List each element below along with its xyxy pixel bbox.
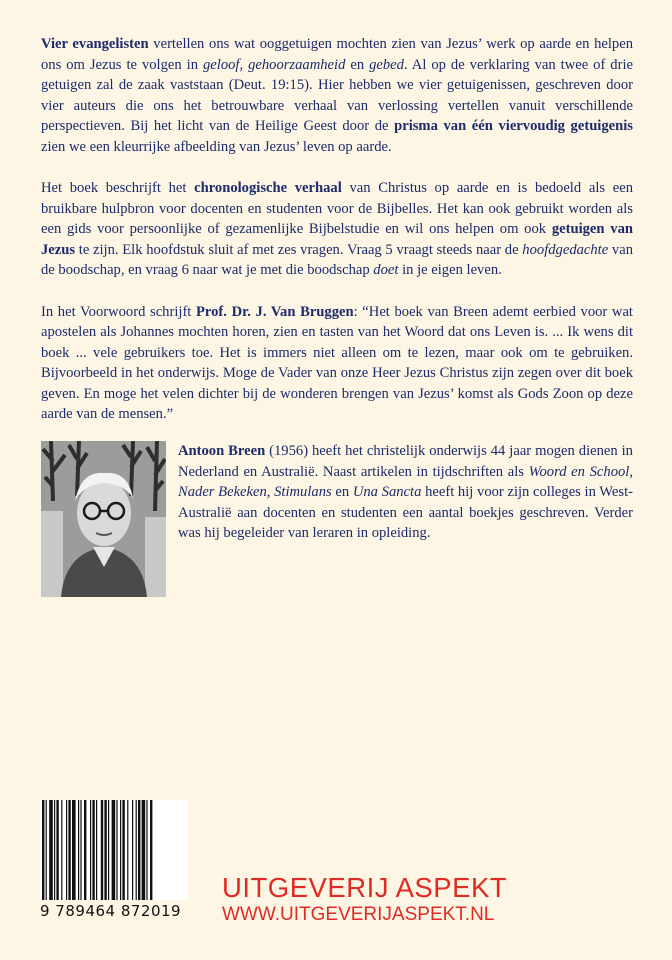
intro-paragraph: Vier evangelisten vertellen ons wat ooggetuigen mochten zien van Jezus’ werk op aarde en helpen ons om Jezus te volgen in geloof, gehoorzaamheid en gebed. Al op de verklaring van twee of drie getuigen zal de zaak vaststaan (Deut. 19:15). Hier hebben we vier getuigenissen, geschreven door vier auteurs die ons het betrouwbare verhaal van verlossing vertellen vanuit verschillende perspectieven. Bij het licht van de Heilige Geest door de prisma van één viervoudig getuigenis zien we een kleurrijke afbeelding van Jezus’ leven op aarde. (41, 36, 634, 155)
author-bio-text: Antoon Breen (1956) heeft het christelijk onderwijs 44 jaar mogen dienen in Nederland en Australië. Naast artikelen in tijdschriften als Woord en School, Nader Bekeken, Stimulans en Una Sancta heeft hij voor zijn colleges in West-Australië aan docenten en studenten een aantal boekjes geschreven. Verder was hij begeleider van leraren in opleiding. (178, 443, 633, 541)
author-portrait-illustration (41, 441, 166, 597)
isbn-number: 9 789464 872019 (40, 902, 182, 920)
isbn-barcode (40, 800, 188, 900)
barcode-bars (40, 800, 188, 900)
foreword-quote-paragraph: In het Voorwoord schrijft Prof. Dr. J. Van Bruggen: “Het boek van Breen ademt eerbied voor wat apostelen als Johannes mochten horen, zien en tasten van het Woord dat ons Leven is. ... Ik wens dit boek ... vele gebruikers toe. Het is immers niet alleen om te lezen, maar ook om te gebruiken. Bijvoorbeeld in het onderwijs. Moge de Vader van onze Heer Jezus Christus zijn zegen over dit boek geven. En moge het velen dichter bij de wonderen brengen van Jezus’ komst als Gods Zoon op deze aarde van de mensen.” (41, 303, 633, 422)
book-description-paragraph: Het boek beschrijft het chronologische verhaal van Christus op aarde en is bedoeld als een bruikbare hulpbron voor docenten en studenten voor de Bijbelles. Het kan ook gebruikt worden als een gids voor persoonlijke of gezamenlijke Bijbelstudie en wil ons helpen om ook getuigen van Jezus te zijn. Elk hoofdstuk sluit af met zes vragen. Vraag 5 vraagt steeds naar de hoofdgedachte van de boodschap, en vraag 6 naar wat je met die boodschap doet in je eigen leven. (41, 180, 633, 278)
back-cover-text (41, 34, 633, 425)
publisher-name: UITGEVERIJ ASPEKT (222, 872, 508, 903)
author-bio (41, 441, 633, 544)
author-photo (41, 441, 166, 597)
publisher-url[interactable]: WWW.UITGEVERIJASPEKT.NL (222, 904, 495, 925)
